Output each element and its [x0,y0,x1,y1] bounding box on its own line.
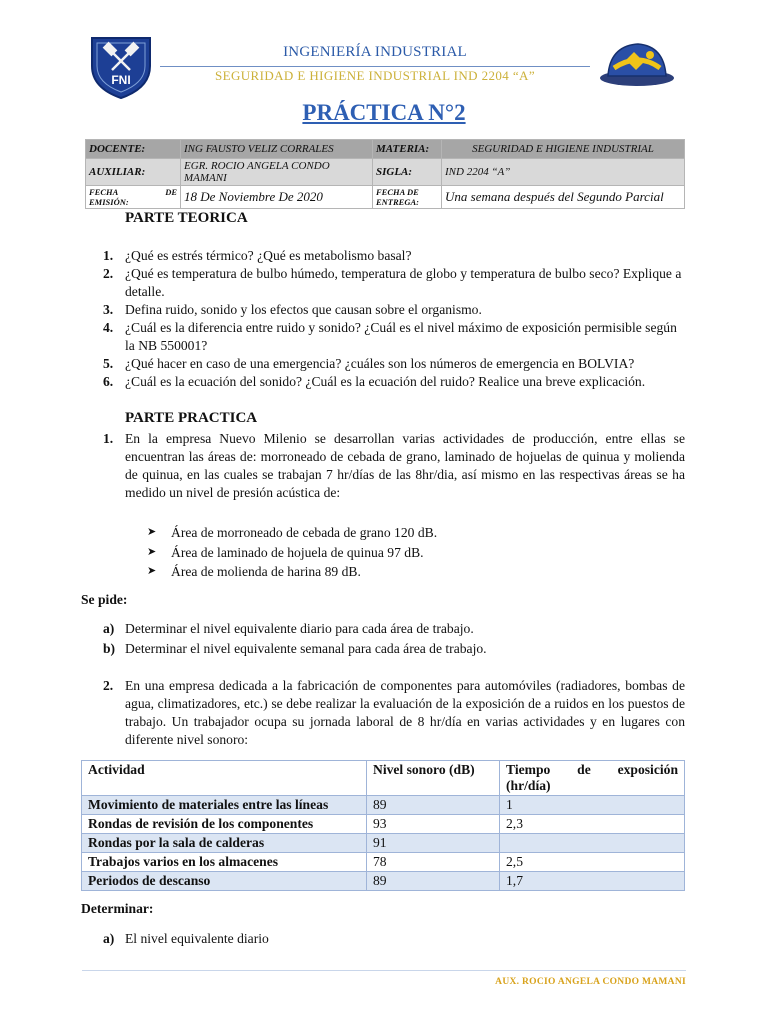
determinar-label: Determinar: [81,901,154,916]
cell-tiempo [500,834,685,853]
cell-actividad: Trabajos varios en los almacenes [82,853,367,872]
item-number: 5. [103,356,114,371]
sigla-value: IND 2204 “A” [442,159,685,186]
list-item [85,265,685,301]
docente-label: DOCENTE: [86,140,181,159]
info-row [86,159,685,186]
cell-nivel: 89 [367,796,500,815]
cell-actividad: Rondas de revisión de los componentes [82,815,367,834]
cell-tiempo: 2,5 [500,853,685,872]
cell-tiempo: 1 [500,796,685,815]
col-header-actividad: Actividad [82,761,367,796]
list-item [85,373,685,391]
auxiliar-value: EGR. ROCIO ANGELA CONDO MAMANI [181,159,373,186]
cell-tiempo: 1,7 [500,872,685,891]
logo-text: FNI [111,73,131,87]
cell-nivel: 93 [367,815,500,834]
problem-2-text: En una empresa dedicada a la fabricación de componentes para automóviles (radiadores, bombas de agua, climatizadores, etc.) se debe realizar la evaluación de la exposición de a ruidos en los puestos de trabajo. Un trabajador ocupa su jornada laboral de 8 hr/día en varias actividades y en lugares con diferente nivel sonoro: [125,678,685,747]
problem-1-text: En la empresa Nuevo Milenio se desarrollan varias actividades de producción, entre ellas se encuentran las áreas de: morroneado de cebada de grano, laminado de hojuelas de quinua y molienda de quinua, en las cuales se trabajan 7 hr/días de las 8hr/dia, así mismo en las respectivas áreas se ha medido un nivel de presión acústica de: [125,431,685,500]
list-item [147,562,667,582]
emision-label-2: EMISIÓN: [89,197,129,207]
cell-nivel: 91 [367,834,500,853]
table-row [82,815,685,834]
emision-label-de: DE [165,187,177,197]
info-row [86,186,685,209]
item-number: 4. [103,320,114,335]
area-text: Área de laminado de hojuela de quinua 97 dB. [171,544,424,560]
list-item [147,543,667,563]
question-text: ¿Qué es temperatura de bulbo húmedo, temperatura de globo y temperatura de bulbo seco? Explique a detalle. [125,266,682,299]
entrega-label-1: FECHA DE [376,187,419,197]
se-pide-label: Se pide: [81,592,128,607]
determinar-list [85,930,685,948]
activity-table [81,760,685,891]
table-header-row [82,761,685,796]
auxiliar-label: AUXILIAR: [86,159,181,186]
item-letter: a) [103,931,115,946]
arrow-bullet-icon: ➤ [147,526,157,538]
table-row [82,853,685,872]
table-row [82,834,685,853]
emision-label [86,186,181,209]
table-row [82,796,685,815]
safety-helmet-icon [598,38,676,88]
col-header-nivel: Nivel sonoro (dB) [367,761,500,796]
header-divider [160,66,590,67]
arrow-bullet-icon: ➤ [147,565,157,577]
faculty-title: INGENIERÍA INDUSTRIAL [283,44,467,60]
question-text: ¿Cuál es la ecuación del sonido? ¿Cuál es la ecuación del ruido? Realice una breve explicación. [125,374,646,389]
list-item [85,639,685,659]
list-item [85,247,685,265]
pide-text: Determinar el nivel equivalente semanal para cada área de trabajo. [125,640,487,656]
cell-nivel: 78 [367,853,500,872]
item-number: 1. [103,248,114,263]
cell-actividad: Movimiento de materiales entre las líneas [82,796,367,815]
entrega-label-2: ENTREGA: [376,197,419,207]
area-text: Área de morroneado de cebada de grano 120 dB. [171,525,438,540]
entrega-value: Una semana después del Segundo Parcial [442,186,685,209]
cell-actividad: Rondas por la sala de calderas [82,834,367,853]
col-header-tiempo-text: Tiempo de exposición (hr/día) [506,762,678,793]
cell-actividad: Periodos de descanso [82,872,367,891]
item-number: 2. [103,266,114,281]
teoria-questions [85,247,685,391]
emision-label-1: FECHA [89,187,119,197]
determinar-text: El nivel equivalente diario [125,931,269,946]
area-text: Área de molienda de harina 89 dB. [171,564,361,579]
fni-logo [88,32,154,100]
cell-tiempo: 2,3 [500,815,685,834]
practica-heading: PARTE PRACTICA [125,410,258,426]
question-text: ¿Qué es estrés térmico? ¿Qué es metabolismo basal? [125,248,412,263]
footer-author: AUX. ROCIO ANGELA CONDO MAMANI [495,977,686,987]
info-table [85,139,685,209]
item-number: 6. [103,374,114,389]
list-item [147,523,667,543]
sigla-label: SIGLA: [373,159,442,186]
list-item [85,355,685,373]
area-list [147,523,667,582]
materia-label: MATERIA: [373,140,442,159]
question-text: ¿Cuál es la diferencia entre ruido y sonido? ¿Cuál es el nivel máximo de exposición permisible según la NB 550001? [125,320,677,353]
emision-value: 18 De Noviembre De 2020 [181,186,373,209]
problem-2 [85,677,685,749]
page-title: PRÁCTICA N°2 [302,100,466,125]
list-item [85,301,685,319]
list-item [85,319,685,355]
question-text: ¿Qué hacer en caso de una emergencia? ¿cuáles son los números de emergencia en BOLVIA? [125,356,635,371]
arrow-bullet-icon: ➤ [147,545,157,558]
col-header-tiempo [500,761,685,796]
item-number: 2. [103,678,114,693]
footer-divider [82,970,686,971]
item-letter: b) [103,640,116,656]
cell-nivel: 89 [367,872,500,891]
entrega-label [373,186,442,209]
item-number: 3. [103,302,114,317]
pide-text: Determinar el nivel equivalente diario para cada área de trabajo. [125,621,474,636]
list-item [85,619,685,639]
teoria-heading: PARTE TEORICA [125,210,248,226]
item-letter: a) [103,621,115,636]
table-row [82,872,685,891]
question-text: Defina ruido, sonido y los efectos que causan sobre el organismo. [125,302,482,317]
docente-value: ING FAUSTO VELIZ CORRALES [181,140,373,159]
pide-list [85,619,685,658]
list-item [85,930,685,948]
materia-value: SEGURIDAD E HIGIENE INDUSTRIAL [442,140,685,159]
item-number: 1. [103,431,114,446]
problem-1 [85,430,685,502]
info-row [86,140,685,159]
course-title: SEGURIDAD E HIGIENE INDUSTRIAL IND 2204 “A” [214,68,535,83]
